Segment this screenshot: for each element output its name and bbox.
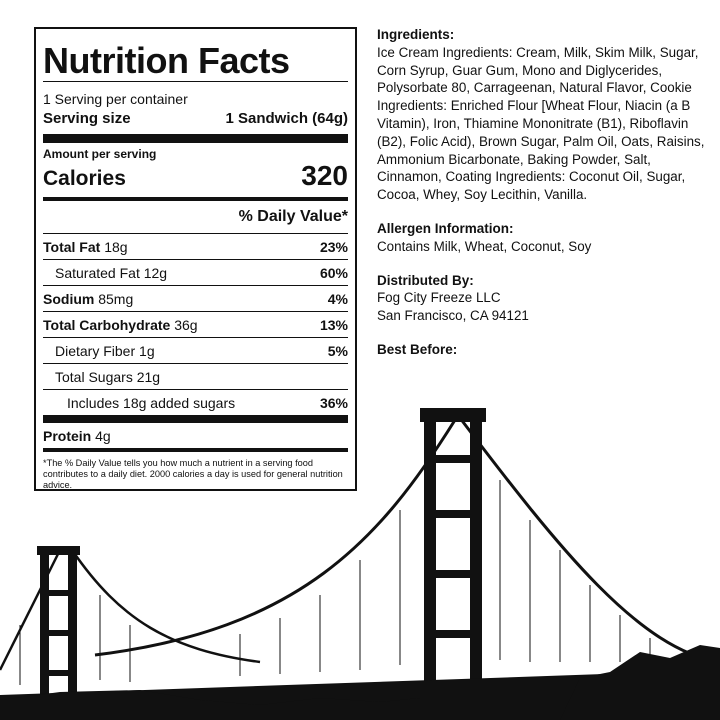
calories-label: Calories — [43, 167, 126, 190]
ingredients-text: Ice Cream Ingredients: Cream, Milk, Skim Milk, Sugar, Corn Syrup, Guar Gum, Mono and Diglycerides, Polysorbate 80, Carrageenan, Natural Flavor, Cookie Ingredients: Enriched Flour [Wheat Flour, Niacin (a B Vitamin), Iron, Thiamine Mononitrate (B1), Riboflavin (B2), Folic Acid), Brown Sugar, Palm Oil, Oats, Raisins, Ammonium Bicarbonate, Baking Powder, Salt, Cinnamon, Coating Ingredients: Coconut Oil, Sugar, Cocoa, Whey, Soy Lecithin, Vanilla. — [377, 44, 705, 203]
servings-per-container: 1 Serving per container — [43, 91, 188, 107]
nutrient-amount: 1g — [139, 342, 155, 359]
allergen-text: Contains Milk, Wheat, Coconut, Soy — [377, 238, 592, 254]
nutrient-name: Protein — [43, 427, 92, 444]
nutrient-dv: 36% — [319, 394, 348, 411]
nutrient-dv: 13% — [319, 316, 348, 333]
nutrition-title: Nutrition Facts — [43, 40, 290, 81]
nutrient-name: Includes 18g added sugars — [67, 394, 236, 411]
nutrient-name: Total Sugars — [55, 368, 133, 385]
divider-thick — [43, 134, 348, 143]
serving-size-row — [43, 108, 348, 130]
calories-row — [43, 161, 348, 191]
nutrient-amount: 21g — [136, 368, 161, 385]
nutrient-row-total-carbohydrate — [43, 311, 348, 337]
allergen-block — [377, 220, 707, 256]
nutrient-name: Total Fat — [43, 238, 101, 255]
bridge-tower-main — [420, 408, 486, 720]
nutrient-name: Total Carbohydrate — [43, 316, 171, 333]
distributor-address: San Francisco, CA 94121 — [377, 308, 529, 324]
nutrient-row-sodium — [43, 285, 348, 311]
nutrient-dv: 23% — [319, 238, 348, 255]
nutrient-amount: 18g — [104, 238, 128, 255]
golden-gate-bridge-illustration — [0, 400, 720, 720]
nutrient-row-saturated-fat — [43, 259, 348, 285]
nutrient-row-total-sugars — [43, 363, 348, 389]
hillside-silhouette — [560, 645, 720, 720]
allergen-heading: Allergen Information: — [377, 220, 514, 236]
calories-value: 320 — [301, 160, 348, 191]
serving-size-label: Serving size — [43, 110, 131, 127]
suspender-cables — [20, 480, 650, 685]
distributor-block — [377, 272, 707, 325]
main-cable-center — [95, 420, 455, 655]
ingredients-heading: Ingredients: — [377, 27, 455, 42]
distributor-name: Fog City Freeze LLC — [377, 290, 501, 306]
nutrient-amount: 36g — [174, 316, 198, 333]
nutrient-row-dietary-fiber — [43, 337, 348, 363]
product-info-column — [377, 26, 707, 375]
daily-value-footnote: *The % Daily Value tells you how much a nutrient in a serving food contributes to a daily diet. 2000 calories a day is used for general nutrition advice. — [43, 458, 343, 490]
best-before-block — [377, 341, 707, 359]
nutrient-name: Sodium — [43, 290, 95, 307]
nutrient-name: Saturated Fat — [55, 264, 140, 281]
daily-value-header: % Daily Value* — [238, 208, 348, 225]
nutrient-row-total-fat — [43, 233, 348, 259]
nutrient-dv: 5% — [327, 342, 348, 359]
best-before-heading: Best Before: — [377, 341, 458, 357]
nutrient-amount: 4g — [95, 427, 111, 444]
nutrient-dv: 4% — [327, 290, 348, 307]
amount-per-serving: Amount per serving — [43, 147, 157, 161]
nutrient-amount: 12g — [143, 264, 168, 281]
nutrient-dv: 60% — [319, 264, 348, 281]
divider — [43, 81, 348, 82]
nutrient-name: Dietary Fiber — [55, 342, 136, 359]
nutrient-amount: 85mg — [98, 290, 134, 307]
serving-size-value: 1 Sandwich (64g) — [225, 110, 348, 127]
ingredients-block — [377, 26, 707, 204]
main-cable-left — [0, 550, 60, 670]
distributor-heading: Distributed By: — [377, 272, 474, 288]
